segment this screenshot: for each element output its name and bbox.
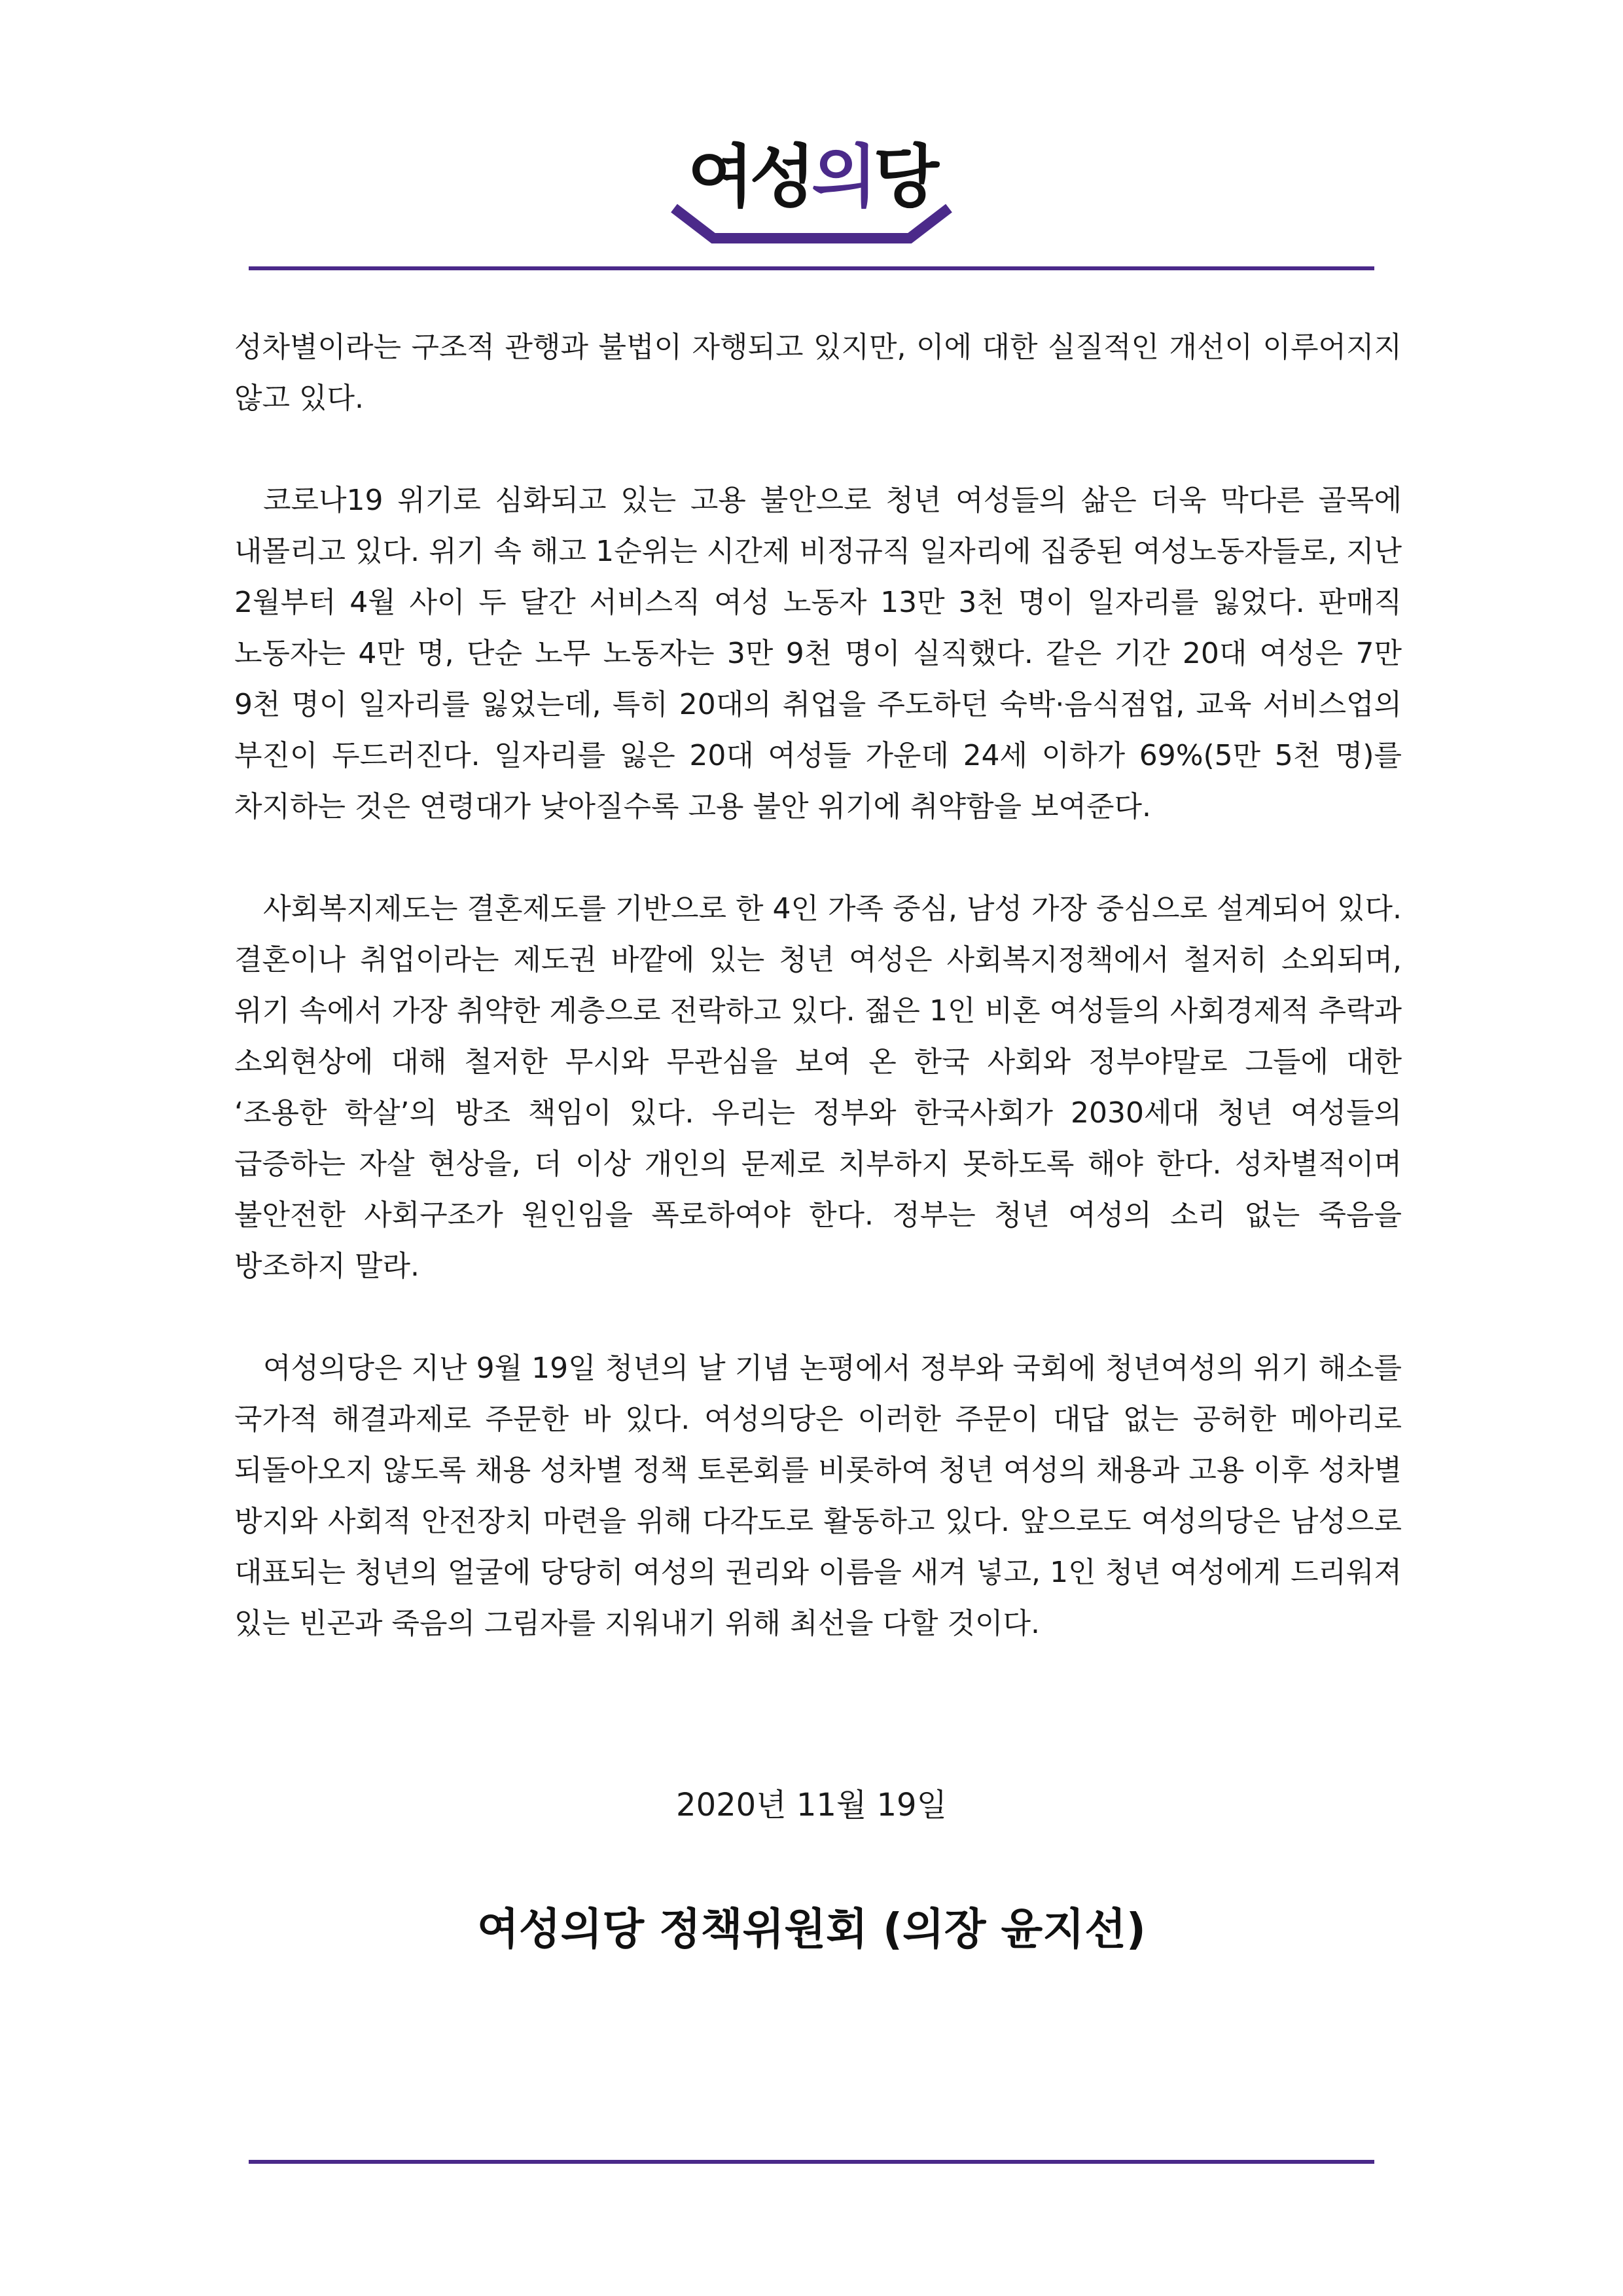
paragraph-2: 코로나19 위기로 심화되고 있는 고용 불안으로 청년 여성들의 삶은 더욱 막다른 골목에 내몰리고 있다. 위기 속 해고 1순위는 시간제 비정규직 일자리에 집중된 여성노동자들로, 지난 2월부터 4월 사이 두 달간 서비스직 여성 노동자 13만 3천 명이 일자리를 잃었다. 판매직 노동자는 4만 명, 단순 노무 노동자는 3만 9천 명이 실직했다. 같은 기간 20대 여성은 7만 9천 명이 일자리를 잃었는데, 특히 20대의 취업을 주도하던 숙박·음식점업, 교육 서비스업의 부진이 두드러진다. 일자리를 잃은 20대 여성들 가운데 24세 이하가 69%(5만 5천 명)를 차지하는 것은 연령대가 낮아질수록 고용 불안 위기에 취약함을 보여준다. <box>234 484 1402 823</box>
logo-text-part2: 당 <box>873 137 935 217</box>
paragraph-4: 여성의당은 지난 9월 19일 청년의 날 기념 논평에서 정부와 국회에 청년여성의 위기 해소를 국가적 해결과제로 주문한 바 있다. 여성의당은 이러한 주문이 대답 없는 공허한 메아리로 되돌아오지 않도록 채용 성차별 정책 토론회를 비롯하여 청년 여성의 채용과 고용 이후 성차별 방지와 사회적 안전장치 마련을 위해 다각도로 활동하고 있다. 앞으로도 여성의당은 남성으로 대표되는 청년의 얼굴에 당당히 여성의 권리와 이름을 새겨 넣고, 1인 청년 여성에게 드리워져 있는 빈곤과 죽음의 그림자를 지워내기 위해 최선을 다할 것이다. <box>234 1352 1402 1640</box>
document-body <box>234 322 1402 1700</box>
party-logo <box>654 137 969 242</box>
footer-divider <box>249 2160 1374 2164</box>
logo-text-part1: 여성 <box>688 137 812 217</box>
document-date: 2020년 11월 19일 <box>676 1787 947 1823</box>
header-divider <box>249 266 1374 270</box>
paragraph-3: 사회복지제도는 결혼제도를 기반으로 한 4인 가족 중심, 남성 가장 중심으로 설계되어 있다. 결혼이나 취업이라는 제도권 바깥에 있는 청년 여성은 사회복지정책에서 철저히 소외되며, 위기 속에서 가장 취약한 계층으로 전락하고 있다. 젊은 1인 비혼 여성들의 사회경제적 추락과 소외현상에 대해 철저한 무시와 무관심을 보여 온 한국 사회와 정부야말로 그들에 대한 ‘조용한 학살’의 방조 책임이 있다. 우리는 정부와 한국사회가 2030세대 청년 여성들의 급증하는 자살 현상을, 더 이상 개인의 문제로 치부하지 못하도록 해야 한다. 성차별적이며 불안전한 사회구조가 원인임을 폭로하여야 한다. 정부는 청년 여성의 소리 없는 죽음을 방조하지 말라. <box>234 892 1402 1283</box>
paragraph-1: 성차별이라는 구조적 관행과 불법이 자행되고 있지만, 이에 대한 실질적인 개선이 이루어지지 않고 있다. <box>234 331 1402 415</box>
logo-chevron-icon <box>668 200 955 246</box>
logo-text-accent: 의 <box>812 137 874 217</box>
signature-block: 여성의당 정책위원회 (의장 윤지선) <box>477 1904 1146 1954</box>
